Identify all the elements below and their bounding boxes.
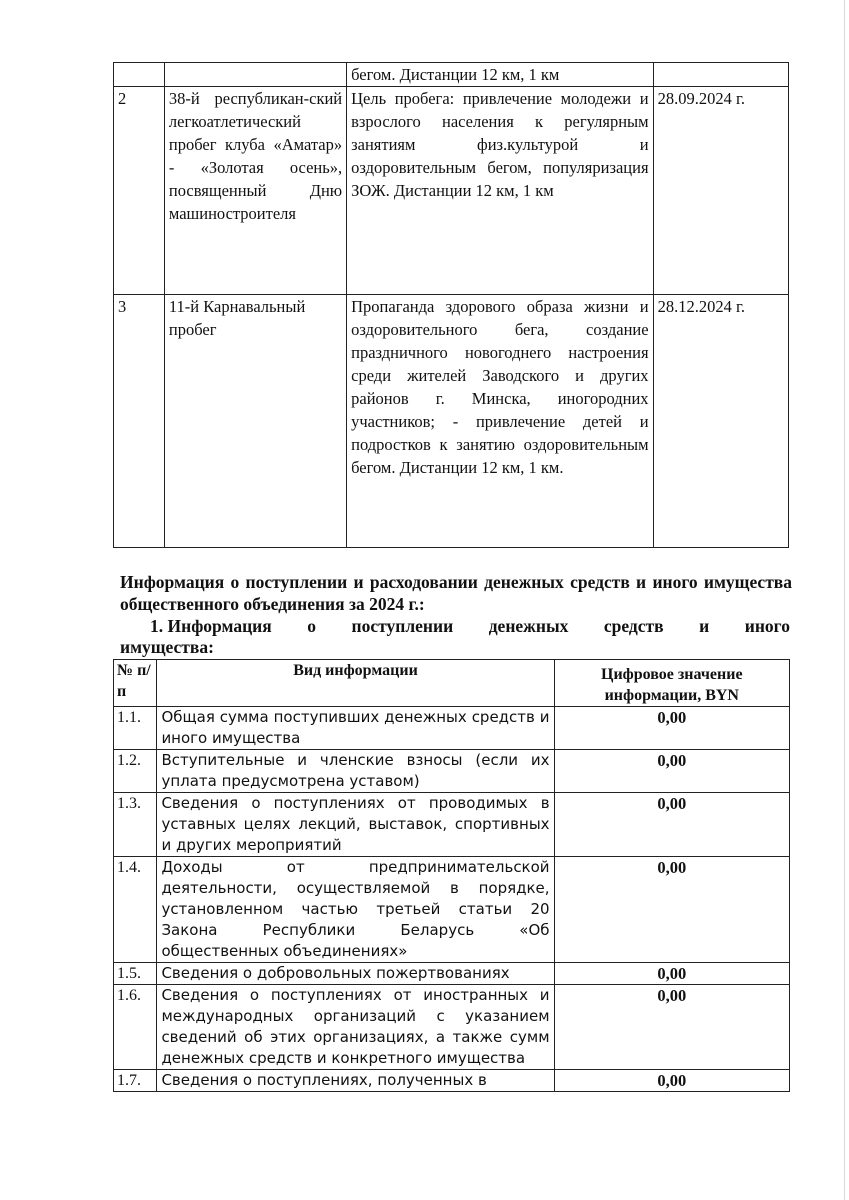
subsection-title	[120, 616, 790, 658]
table-row	[114, 63, 789, 87]
event-num: 3	[114, 295, 165, 548]
subsection-word: иного	[744, 616, 790, 636]
row-text: Общая сумма поступивших денежных средств и иного имущества	[157, 707, 554, 750]
event-name: 38-й республикан-ский легкоатлетический пробег клуба «Аматар» - «Золотая осень», посвященный Дню машиностроителя	[164, 87, 346, 295]
event-desc: бегом. Дистанции 12 км, 1 км	[347, 63, 653, 87]
subsection-line2: имущества:	[120, 637, 214, 657]
header-value: Цифровое значение информации, BYN	[554, 660, 789, 707]
subsection-word: 1. Информация	[150, 616, 272, 636]
row-num: 1.1.	[114, 707, 157, 750]
row-num: 1.3.	[114, 793, 157, 857]
row-text: Доходы от предпринимательской деятельности, осуществляемой в порядке, установленном частью третьей статьи 20 Закона Республики Беларусь «Об общественных объединениях»	[157, 857, 554, 963]
subsection-word: и	[699, 616, 710, 636]
table-row	[114, 857, 790, 963]
row-value: 0,00	[554, 963, 789, 985]
row-text: Сведения о поступлениях от проводимых в уставных целях лекций, выставок, спортивных и других мероприятий	[157, 793, 554, 857]
row-num: 1.2.	[114, 750, 157, 793]
table-row	[114, 1070, 790, 1092]
subsection-word: поступлении	[351, 616, 454, 636]
row-value: 0,00	[554, 750, 789, 793]
table-row	[114, 793, 790, 857]
table-row	[114, 87, 789, 295]
table-row	[114, 985, 790, 1070]
events-table	[113, 62, 789, 548]
row-text: Сведения о поступлениях от иностранных и международных организаций с указанием сведений об этих организациях, а также сумм денежных средств и конкретного имущества	[157, 985, 554, 1070]
row-value: 0,00	[554, 793, 789, 857]
event-date: 28.12.2024 г.	[653, 295, 788, 548]
row-value: 0,00	[554, 985, 789, 1070]
row-text: Вступительные и членские взносы (если их уплата предусмотрена уставом)	[157, 750, 554, 793]
event-date	[653, 63, 788, 87]
row-text: Сведения о поступлениях, полученных в	[157, 1070, 554, 1092]
subsection-word: о	[307, 616, 316, 636]
row-value: 0,00	[554, 857, 789, 963]
event-num: 2	[114, 87, 165, 295]
section-heading: Информация о поступлении и расходовании денежных средств и иного имущества общественного объединения за 2024 г.:	[120, 572, 792, 614]
table-row	[114, 750, 790, 793]
event-date: 28.09.2024 г.	[653, 87, 788, 295]
row-num: 1.5.	[114, 963, 157, 985]
header-num: № п/п	[114, 660, 157, 707]
event-name: 11-й Карнавальный пробег	[164, 295, 346, 548]
table-row	[114, 963, 790, 985]
event-desc: Цель пробега: привлечение молодежи и взрослого населения к регулярным занятиям физ.культурой и оздоровительным бегом, популяризация ЗОЖ. Дистанции 12 км, 1 км	[347, 87, 653, 295]
row-num: 1.4.	[114, 857, 157, 963]
row-value: 0,00	[554, 1070, 789, 1092]
event-num	[114, 63, 165, 87]
event-desc: Пропаганда здорового образа жизни и оздоровительного бега, создание праздничного новогоднего настроения среди жителей Заводского и других районов г. Минска, иногородних участников; - привлечение детей и подростков к занятию оздоровительным бегом. Дистанции 12 км, 1 км.	[347, 295, 653, 548]
row-value: 0,00	[554, 707, 789, 750]
table-row	[114, 707, 790, 750]
page-edge	[844, 0, 845, 1200]
event-name	[164, 63, 346, 87]
row-num: 1.7.	[114, 1070, 157, 1092]
subsection-word: средств	[603, 616, 664, 636]
header-type: Вид информации	[157, 660, 554, 707]
income-table	[113, 659, 790, 1092]
table-header-row	[114, 660, 790, 707]
subsection-word: денежных	[488, 616, 569, 636]
row-num: 1.6.	[114, 985, 157, 1070]
table-row	[114, 295, 789, 548]
row-text: Сведения о добровольных пожертвованиях	[157, 963, 554, 985]
